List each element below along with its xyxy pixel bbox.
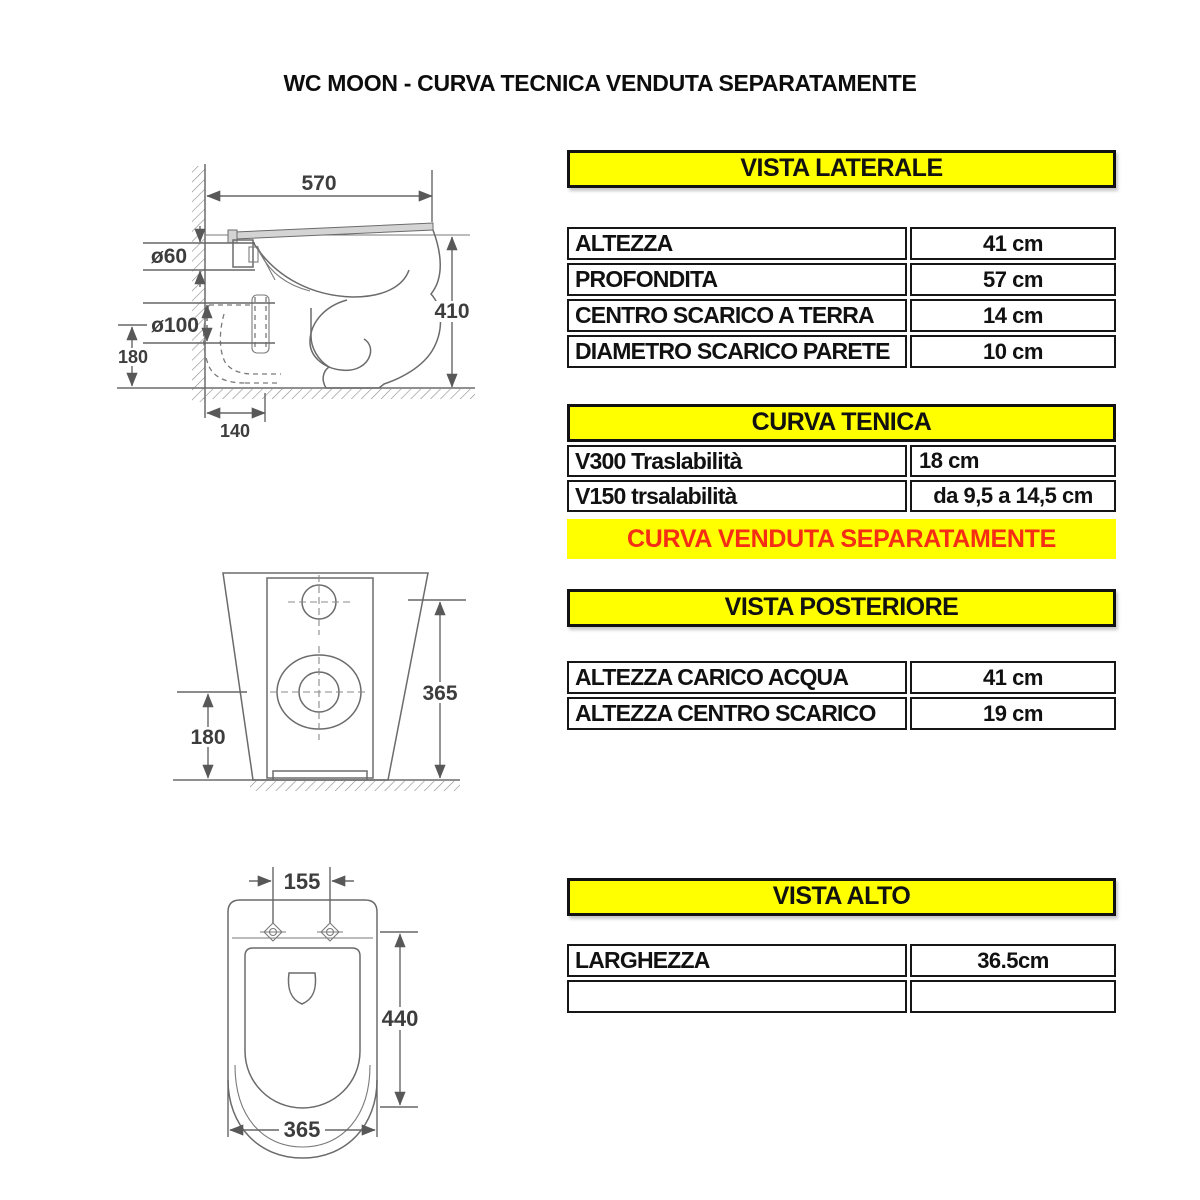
dim-440-label: 440 [381, 1006, 419, 1031]
floor [173, 780, 460, 791]
row-value: 19 cm [910, 697, 1116, 730]
curva-tecnica-table [567, 404, 1116, 512]
water-inlet-hole [288, 575, 350, 635]
dim-180 [177, 692, 247, 778]
row-value: 41 cm [910, 661, 1116, 694]
vista-alto-table [567, 944, 1116, 1013]
floor [117, 388, 475, 399]
flush-hole [288, 973, 315, 1004]
row-label: CENTRO SCARICO A TERRA [567, 299, 907, 332]
vista-posteriore-header: VISTA POSTERIORE [567, 589, 1116, 627]
row-value: 57 cm [910, 263, 1116, 296]
row-label [567, 980, 907, 1013]
rear-view-drawing [150, 550, 490, 820]
table-row [567, 480, 1116, 512]
table-row [567, 299, 1116, 332]
curva-tecnica-header: CURVA TENICA [567, 404, 1116, 442]
dim-180 [115, 325, 151, 386]
row-label: V150 trsalabilità [567, 480, 907, 512]
row-value: da 9,5 a 14,5 cm [910, 480, 1116, 512]
dim-155-label: 155 [283, 869, 321, 894]
row-label: PROFONDITA [567, 263, 907, 296]
curva-venduta-banner: CURVA VENDUTA SEPARATAMENTE [567, 519, 1116, 559]
dim-365 [408, 600, 466, 778]
dim-410 [433, 237, 471, 387]
row-value: 18 cm [910, 445, 1116, 477]
table-row [567, 980, 1116, 1013]
row-value: 41 cm [910, 227, 1116, 260]
row-label: LARGHEZZA [567, 944, 907, 977]
table-row [567, 263, 1116, 296]
vista-posteriore-table [567, 661, 1116, 730]
dim-440 [379, 932, 421, 1107]
drain-hole [270, 646, 368, 740]
dim-180-label: 180 [117, 347, 149, 367]
table-row [567, 697, 1116, 730]
row-label: ALTEZZA CENTRO SCARICO [567, 697, 907, 730]
dim-410-label: 410 [434, 300, 470, 323]
dim-365-label: 365 [422, 682, 458, 705]
toilet-profile [205, 223, 470, 388]
table-row [567, 445, 1116, 477]
dim-140 [207, 393, 265, 441]
vista-alto-header: VISTA ALTO [567, 878, 1116, 916]
dim-140-label: 140 [219, 421, 251, 441]
row-value: 14 cm [910, 299, 1116, 332]
row-label: ALTEZZA CARICO ACQUA [567, 661, 907, 694]
toilet-rear-body [223, 573, 428, 780]
table-row [567, 227, 1116, 260]
table-row [567, 944, 1116, 977]
row-value: 10 cm [910, 335, 1116, 368]
row-label: DIAMETRO SCARICO PARETE [567, 335, 907, 368]
row-label: ALTEZZA [567, 227, 907, 260]
dim-180-label: 180 [190, 726, 226, 749]
page-title: WC MOON - CURVA TECNICA VENDUTA SEPARATAMENTE [283, 70, 917, 96]
hidden-trap-pipe [204, 295, 281, 383]
row-value: 36.5cm [910, 944, 1116, 977]
dim-100-label: ø100 [151, 314, 199, 337]
vista-laterale-header: VISTA LATERALE [567, 150, 1116, 188]
vista-laterale-table [567, 227, 1116, 368]
dim-365 [228, 1080, 377, 1142]
dim-155 [249, 867, 354, 923]
dim-570-label: 570 [301, 172, 337, 195]
dim-570 [207, 170, 432, 222]
top-view-drawing [185, 855, 505, 1180]
wall [192, 164, 205, 418]
row-label: V300 Traslabilità [567, 445, 907, 477]
dim-365-label: 365 [283, 1117, 321, 1142]
dim-60-label: ø60 [150, 245, 188, 268]
table-row [567, 335, 1116, 368]
side-view-drawing [95, 150, 515, 450]
row-value [910, 980, 1116, 1013]
table-row [567, 661, 1116, 694]
